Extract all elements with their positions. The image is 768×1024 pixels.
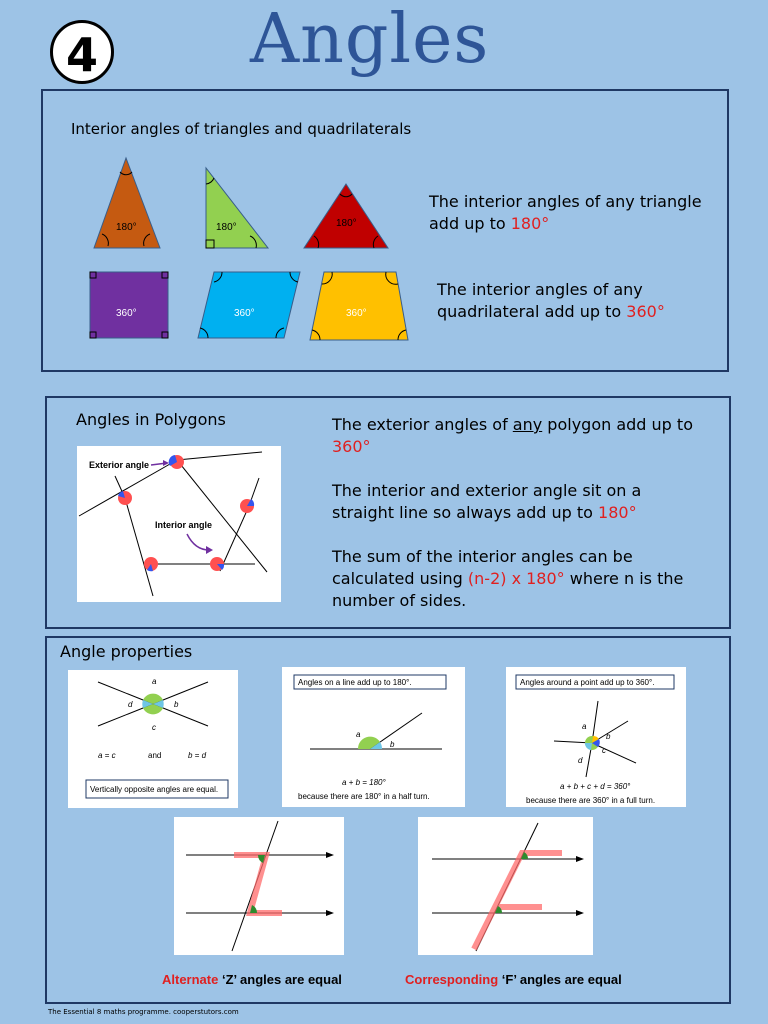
svg-text:b: b	[606, 732, 611, 741]
section3-heading: Angle properties	[60, 642, 193, 661]
svg-text:c: c	[152, 723, 156, 732]
corresponding-caption: Corresponding ‘F’ angles are equal	[405, 972, 622, 987]
footer-credit: The Essential 8 maths programme. cooperstutors.com	[48, 1008, 239, 1016]
tri2-label: 180°	[216, 222, 237, 233]
straight-line-value: 180°	[598, 503, 637, 522]
polygon-diagram	[77, 446, 281, 602]
svg-text:a = c: a = c	[98, 751, 116, 760]
interior-angle-label: Interior angle	[155, 520, 213, 530]
quad2-label: 360°	[234, 308, 255, 319]
rule-exterior: The exterior angles of any polygon add up to	[332, 415, 693, 434]
exterior-sum-value: 360°	[332, 437, 371, 456]
svg-text:a + b = 180°: a + b = 180°	[342, 778, 386, 787]
shapes-diagram	[80, 150, 420, 350]
angles-around-point-card	[506, 667, 686, 807]
triangle-sum-value: 180°	[510, 214, 550, 233]
svg-text:because there are 180° in a ha: because there are 180° in a half turn.	[298, 792, 430, 801]
svg-text:d: d	[578, 756, 583, 765]
quad3-label: 360°	[346, 308, 367, 319]
svg-text:a: a	[356, 730, 361, 739]
svg-text:b = d: b = d	[188, 751, 207, 760]
page-title: Angles	[250, 0, 490, 79]
interior-formula: (n-2) x 180°	[467, 569, 565, 588]
quad-sum-value: 360°	[626, 302, 665, 321]
blue-parallelogram	[198, 272, 300, 338]
quad1-label: 360°	[116, 308, 137, 319]
svg-text:b: b	[174, 700, 179, 709]
tri1-label: 180°	[116, 222, 137, 233]
section2-heading: Angles in Polygons	[76, 410, 226, 429]
vertically-opposite-card	[68, 670, 238, 808]
svg-text:a: a	[582, 722, 587, 731]
number-badge: 4	[50, 20, 114, 84]
alternate-angles-card	[174, 817, 344, 955]
tri3-label: 180°	[336, 218, 357, 229]
svg-text:a: a	[152, 677, 157, 686]
svg-text:c: c	[602, 746, 606, 755]
svg-text:and: and	[148, 751, 162, 760]
triangle-rule: The interior angles of any triangle add up to 180°	[429, 192, 702, 233]
green-triangle	[206, 168, 268, 248]
quadrilateral-rule: The interior angles of any quadrilateral add up to 360°	[437, 280, 665, 321]
section1-heading: Interior angles of triangles and quadrilaterals	[71, 120, 412, 138]
vertically-opposite-caption: Vertically opposite angles are equal.	[90, 785, 219, 794]
yellow-trapezium	[310, 272, 408, 340]
alternate-caption: Alternate ‘Z’ angles are equal	[162, 972, 342, 987]
line-rule-header: Angles on a line add up to 180°.	[298, 678, 412, 687]
svg-text:a + b + c + d = 360°: a + b + c + d = 360°	[560, 782, 631, 791]
svg-text:d: d	[128, 700, 133, 709]
exterior-angle-label: Exterior angle	[89, 460, 150, 470]
corresponding-angles-card	[418, 817, 593, 955]
svg-text:b: b	[390, 740, 395, 749]
svg-text:because there are 360° in a fu: because there are 360° in a full turn.	[526, 796, 656, 805]
point-rule-header: Angles around a point add up to 360°.	[520, 678, 655, 687]
polygon-rules: The exterior angles of any polygon add up to 360° The interior and exterior angle sit on a straight line so always add up to 180° The sum of the interior angles can be calculated using (n-2) x 180° where n is the number of sides.	[332, 415, 693, 610]
angles-on-line-card	[282, 667, 465, 807]
purple-rectangle	[90, 272, 168, 338]
